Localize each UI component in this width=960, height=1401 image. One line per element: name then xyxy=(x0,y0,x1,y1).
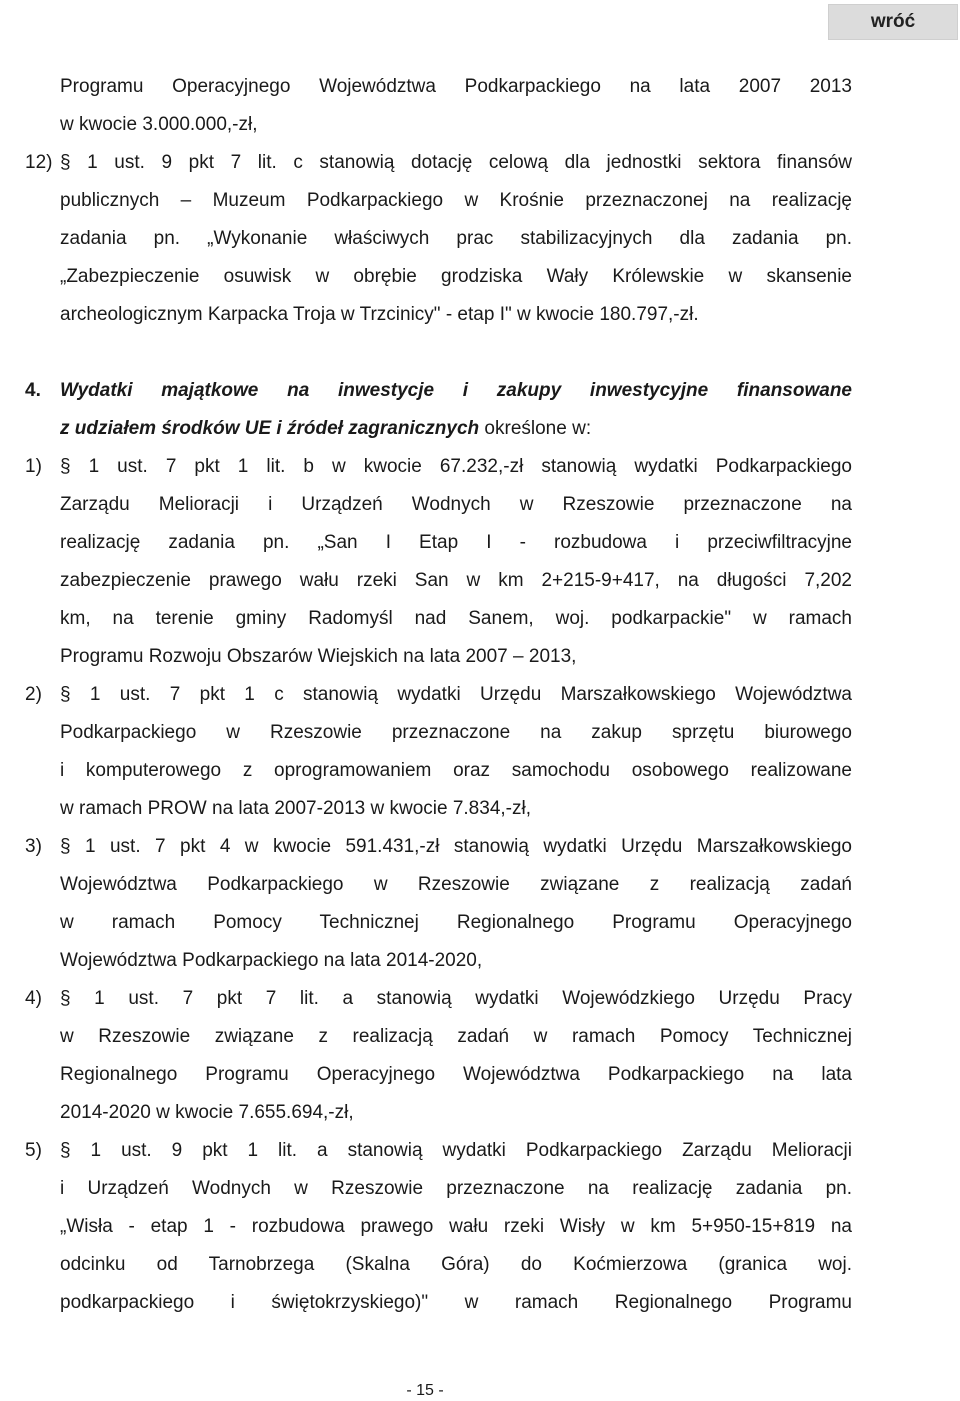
text-line: Zarządu Melioracji i Urządzeń Wodnych w Rzeszowie przeznaczone na xyxy=(60,494,852,515)
section-heading: Wydatki majątkowe na inwestycje i zakupy inwestycyjne finansowane xyxy=(60,380,852,401)
text-line: Województwa Podkarpackiego na lata 2014-2020, xyxy=(60,950,483,971)
text-line: „Wisła - etap 1 - rozbudowa prawego wału rzeki Wisły w km 5+950-15+819 na xyxy=(60,1216,852,1237)
text-line: Regionalnego Programu Operacyjnego Województwa Podkarpackiego na lata xyxy=(60,1064,852,1085)
text-line: podkarpackiego i świętokrzyskiego)" w ramach Regionalnego Programu xyxy=(60,1292,852,1313)
text-line: archeologicznym Karpacka Troja w Trzcinicy" - etap I" w kwocie 180.797,-zł. xyxy=(60,304,699,325)
text-line: Województwa Podkarpackiego w Rzeszowie związane z realizacją zadań xyxy=(60,874,852,895)
text-line: § 1 ust. 7 pkt 1 lit. b w kwocie 67.232,-zł stanowią wydatki Podkarpackiego xyxy=(60,456,852,477)
section-heading-cont xyxy=(60,416,852,442)
text-line: § 1 ust. 9 pkt 7 lit. c stanowią dotację celową dla jednostki sektora finansów xyxy=(60,152,852,173)
page-number: - 15 - xyxy=(406,1382,444,1399)
text-line: 2014-2020 w kwocie 7.655.694,-zł, xyxy=(60,1102,354,1123)
back-button[interactable]: wróć xyxy=(828,4,958,40)
text-line: km, na terenie gminy Radomyśl nad Sanem, woj. podkarpackie" w ramach xyxy=(60,608,852,629)
list-item-number: 2) xyxy=(25,684,42,705)
list-item-number: 12) xyxy=(25,152,53,173)
text-line: w Rzeszowie związane z realizacją zadań w ramach Pomocy Technicznej xyxy=(60,1026,852,1047)
section-number: 4. xyxy=(25,380,41,401)
text-line: „Zabezpieczenie osuwisk w obrębie grodziska Wały Królewskie w skansenie xyxy=(60,266,852,287)
section-heading-bold: z udziałem środków UE i źródeł zagranicznych xyxy=(60,418,480,439)
text-line: Podkarpackiego w Rzeszowie przeznaczone na zakup sprzętu biurowego xyxy=(60,722,852,743)
list-item-number: 4) xyxy=(25,988,42,1009)
text-line: w kwocie 3.000.000,-zł, xyxy=(60,114,258,135)
section-heading-rest: określone w: xyxy=(479,418,592,439)
text-line: i komputerowego z oprogramowaniem oraz samochodu osobowego realizowane xyxy=(60,760,852,781)
text-line: zadania pn. „Wykonanie właściwych prac stabilizacyjnych dla zadania pn. xyxy=(60,228,852,249)
text-line: w ramach Pomocy Technicznej Regionalnego Programu Operacyjnego xyxy=(60,912,852,933)
text-line: realizację zadania pn. „San I Etap I - rozbudowa i przeciwfiltracyjne xyxy=(60,532,852,553)
list-item-number: 3) xyxy=(25,836,42,857)
text-line: § 1 ust. 7 pkt 4 w kwocie 591.431,-zł stanowią wydatki Urzędu Marszałkowskiego xyxy=(60,836,852,857)
text-line: Programu Operacyjnego Województwa Podkarpackiego na lata 2007 2013 xyxy=(60,76,852,97)
list-item-number: 5) xyxy=(25,1140,42,1161)
text-line: § 1 ust. 7 pkt 1 c stanowią wydatki Urzędu Marszałkowskiego Województwa xyxy=(60,684,852,705)
text-line: zabezpieczenie prawego wału rzeki San w km 2+215-9+417, na długości 7,202 xyxy=(60,570,852,591)
text-line: publicznych – Muzeum Podkarpackiego w Krośnie przeznaczonej na realizację xyxy=(60,190,852,211)
list-item-number: 1) xyxy=(25,456,42,477)
text-line: w ramach PROW na lata 2007-2013 w kwocie 7.834,-zł, xyxy=(60,798,531,819)
text-line: i Urządzeń Wodnych w Rzeszowie przeznaczone na realizację zadania pn. xyxy=(60,1178,852,1199)
text-line: odcinku od Tarnobrzega (Skalna Góra) do Koćmierzowa (granica woj. xyxy=(60,1254,852,1275)
text-line: § 1 ust. 9 pkt 1 lit. a stanowią wydatki Podkarpackiego Zarządu Melioracji xyxy=(60,1140,852,1161)
text-line: § 1 ust. 7 pkt 7 lit. a stanowią wydatki Wojewódzkiego Urzędu Pracy xyxy=(60,988,852,1009)
text-line: Programu Rozwoju Obszarów Wiejskich na lata 2007 – 2013, xyxy=(60,646,577,667)
